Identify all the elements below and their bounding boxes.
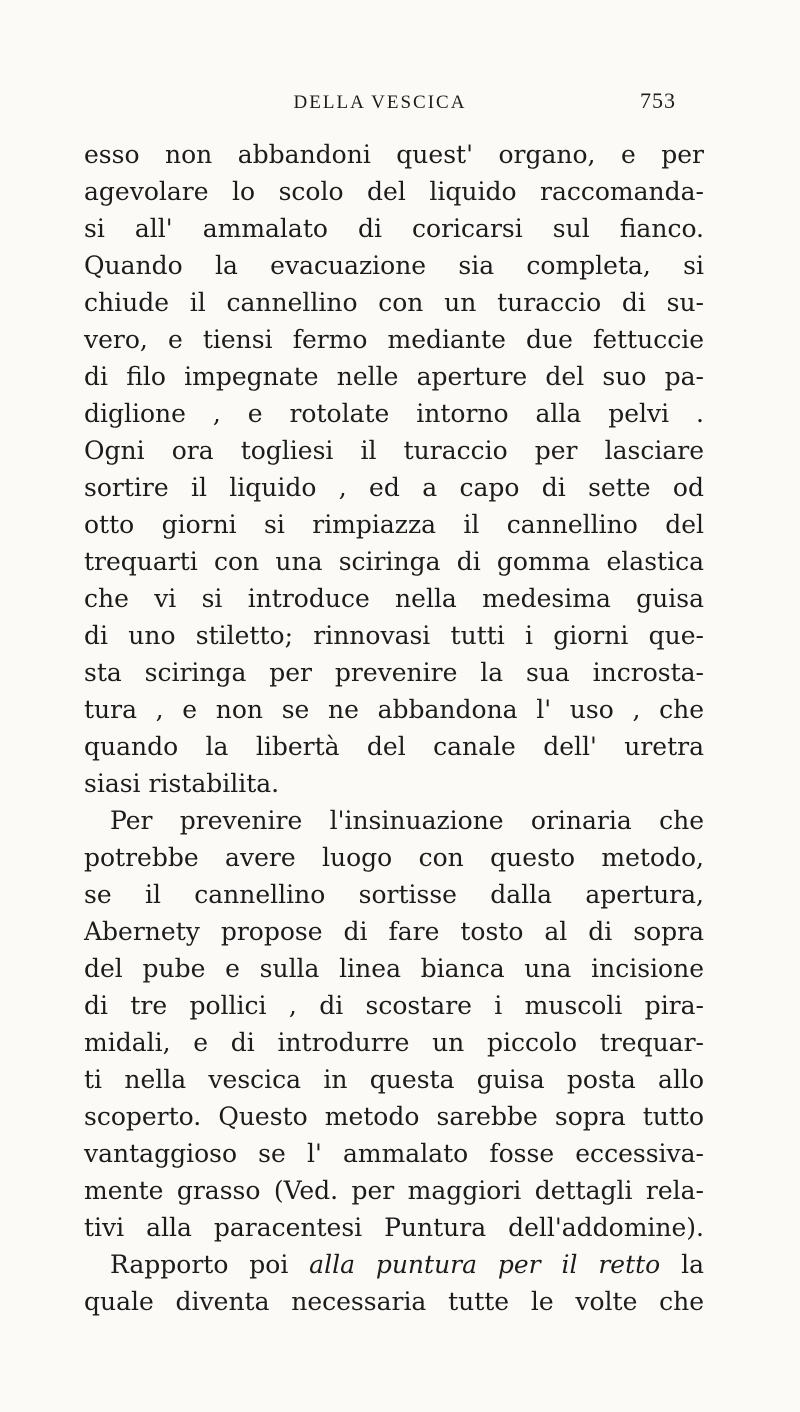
text-line: del pube e sulla linea bianca una incisione xyxy=(84,954,704,983)
paragraph-end-line: siasi ristabilita. xyxy=(84,769,280,798)
running-head xyxy=(0,88,800,122)
body-text xyxy=(84,136,704,1320)
line-text: Rapporto poi xyxy=(110,1250,310,1279)
text-line: scoperto. Questo metodo sarebbe sopra tutto xyxy=(84,1102,704,1131)
text-line: potrebbe avere luogo con questo metodo, xyxy=(84,843,704,872)
text-line: che vi si introduce nella medesima guisa xyxy=(84,584,704,613)
text-line: tura , e non se ne abbandona l' uso , che xyxy=(84,695,704,724)
text-line: Ogni ora togliesi il turaccio per lasciare xyxy=(84,436,704,465)
text-line: otto giorni si rimpiazza il cannellino del xyxy=(84,510,704,539)
text-line: di uno stiletto; rinnovasi tutti i giorni que- xyxy=(84,621,704,650)
text-line: midali, e di introdurre un piccolo trequar- xyxy=(84,1028,704,1057)
text-line: ti nella vescica in questa guisa posta allo xyxy=(84,1065,704,1094)
paragraph-start-line: Per prevenire l'insinuazione orinaria che xyxy=(110,806,704,835)
text-line: trequarti con una sciringa di gomma elastica xyxy=(84,547,704,576)
paragraph-start-line xyxy=(84,1246,704,1283)
text-line: tivi alla paracentesi Puntura dell'addomine). xyxy=(84,1213,704,1242)
text-line: diglione , e rotolate intorno alla pelvi . xyxy=(84,399,704,428)
text-line: vantaggioso se l' ammalato fosse eccessiva- xyxy=(84,1139,704,1168)
line-text: la xyxy=(660,1250,704,1279)
text-line: vero, e tiensi fermo mediante due fettuccie xyxy=(84,325,704,354)
page-number: 753 xyxy=(640,88,676,113)
text-line: Quando la evacuazione sia completa, si xyxy=(84,251,704,280)
text-line: si all' ammalato di coricarsi sul fianco. xyxy=(84,214,704,243)
text-line: mente grasso (Ved. per maggiori dettagli rela- xyxy=(84,1176,704,1205)
text-line: esso non abbandoni quest' organo, e per xyxy=(84,140,704,169)
text-line: se il cannellino sortisse dalla apertura, xyxy=(84,880,704,909)
text-line: sta sciringa per prevenire la sua incrosta- xyxy=(84,658,704,687)
italic-cross-reference: alla puntura per il retto xyxy=(309,1250,661,1279)
running-title: DELLA VESCICA xyxy=(293,92,467,113)
text-line: quando la libertà del canale dell' uretra xyxy=(84,732,704,761)
text-line: quale diventa necessaria tutte le volte che xyxy=(84,1287,704,1316)
text-line: agevolare lo scolo del liquido raccomanda- xyxy=(84,177,704,206)
text-line: Abernety propose di fare tosto al di sopra xyxy=(84,917,704,946)
text-line: sortire il liquido , ed a capo di sette od xyxy=(84,473,704,502)
text-line: di filo impegnate nelle aperture del suo pa- xyxy=(84,362,704,391)
text-line: chiude il cannellino con un turaccio di su- xyxy=(84,288,704,317)
text-line: di tre pollici , di scostare i muscoli pira- xyxy=(84,991,704,1020)
